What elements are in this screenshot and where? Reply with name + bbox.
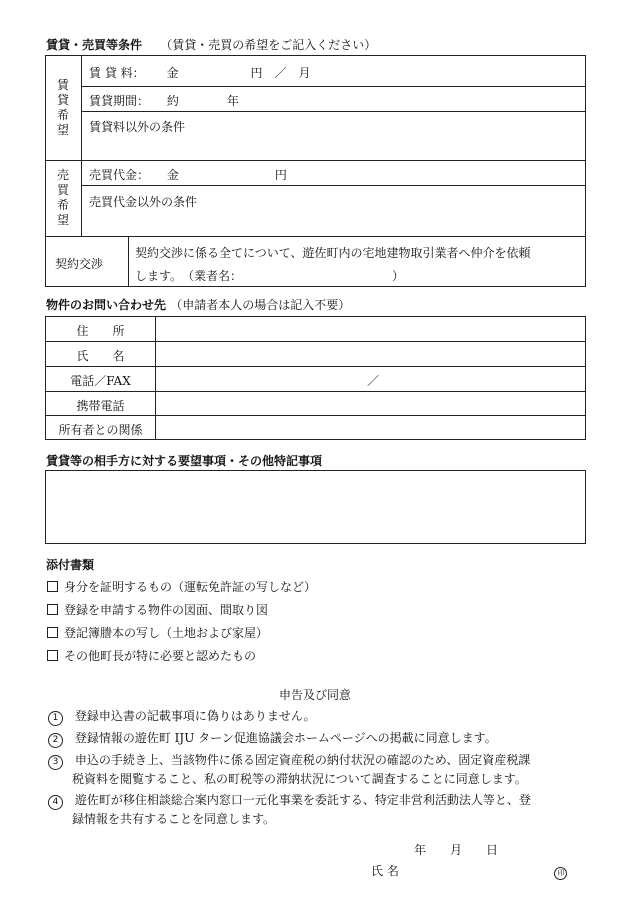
sale-group-label: 売買希望 bbox=[56, 168, 69, 227]
rent-sale-heading bbox=[46, 36, 376, 53]
declaration-item bbox=[48, 751, 530, 770]
contract-text-line1: 契約交渉に係る全てについて、遊佐町内の宅地建物取引業者へ仲介を依頼 bbox=[135, 246, 531, 260]
date-field[interactable]: 年 月 日 bbox=[414, 843, 499, 857]
rent-fee-value[interactable]: 金 円 ／ 月 bbox=[166, 66, 311, 80]
name-label: 氏 名 bbox=[371, 864, 399, 878]
inquiry-relation-input[interactable] bbox=[156, 416, 585, 439]
attachment-label: 登記簿謄本の写し（土地および家屋） bbox=[64, 626, 269, 640]
declaration-text: 遊佐町が移住相談総合案内窓口一元化事業を委託する、特定非営利活動法人等と、登 bbox=[74, 793, 531, 807]
circled-number: 3 bbox=[48, 755, 63, 770]
rent-sale-note: （賃貸・売買の希望をご記入ください） bbox=[160, 38, 377, 52]
inquiry-note: （申請者本人の場合は記入不要） bbox=[170, 298, 351, 312]
inquiry-name-label: 氏 名 bbox=[76, 349, 125, 363]
sale-price-value[interactable]: 金 円 bbox=[166, 168, 287, 182]
inquiry-address-label: 住 所 bbox=[76, 324, 125, 338]
circled-number: 4 bbox=[48, 795, 63, 810]
sale-other-conditions[interactable]: 売買代金以外の条件 bbox=[89, 195, 198, 209]
rent-fee-label: 賃 貸 料： bbox=[89, 66, 145, 80]
declaration-text: 申込の手続き上、当該物件に係る固定資産税の納付状況の確認のため、固定資産税課 bbox=[74, 753, 531, 767]
attachment-checkbox[interactable] bbox=[47, 627, 58, 638]
contract-label: 契約交渉 bbox=[55, 257, 104, 271]
requests-heading: 賃貸等の相手方に対する要望事項・その他特記事項 bbox=[46, 454, 323, 468]
inquiry-heading bbox=[46, 296, 350, 313]
declaration-text-cont: 録情報を共有することを同意します。 bbox=[72, 812, 276, 826]
declaration-text: 登録情報の遊佐町 IJU ターン促進協議会ホームページへの掲載に同意します。 bbox=[74, 731, 497, 745]
inquiry-title: 物件のお問い合わせ先 bbox=[46, 298, 167, 312]
phone-separator: ／ bbox=[367, 374, 380, 388]
attachments-heading: 添付書類 bbox=[46, 558, 95, 572]
contract-text-line2[interactable]: します。 （業者名： ） bbox=[135, 269, 405, 283]
circled-number: 1 bbox=[48, 711, 63, 726]
attachment-checkbox[interactable] bbox=[47, 581, 58, 592]
rent-fee-row bbox=[89, 64, 310, 81]
attachment-item bbox=[47, 624, 268, 641]
inquiry-address-input[interactable] bbox=[156, 317, 585, 341]
rent-period-row bbox=[89, 92, 239, 109]
rent-group-label: 賃貸希望 bbox=[56, 78, 69, 137]
rent-period-label: 賃貸期間： bbox=[89, 94, 150, 108]
attachment-label: 身分を証明するもの（運転免許証の写しなど） bbox=[64, 580, 317, 594]
requests-textarea[interactable] bbox=[45, 470, 586, 544]
attachment-item bbox=[47, 601, 268, 618]
attachment-item bbox=[47, 578, 316, 595]
seal-icon: 印 bbox=[554, 867, 567, 880]
declaration-text: 登録申込書の記載事項に偽りはありません。 bbox=[74, 709, 316, 723]
inquiry-phone-input[interactable] bbox=[156, 367, 585, 391]
attachment-checkbox[interactable] bbox=[47, 650, 58, 661]
declaration-heading: 申告及び同意 bbox=[278, 688, 351, 702]
declaration-text-cont: 税資料を閲覧すること、私の町税等の滞納状況について調査することに同意します。 bbox=[72, 772, 527, 786]
rent-other-conditions[interactable]: 賃貸料以外の条件 bbox=[89, 120, 186, 134]
inquiry-mobile-label: 携帯電話 bbox=[76, 399, 125, 413]
attachment-label: 登録を申請する物件の図面、間取り図 bbox=[64, 603, 269, 617]
signature-row bbox=[371, 862, 567, 880]
inquiry-phone-label: 電話／FAX bbox=[70, 374, 131, 388]
circled-number: 2 bbox=[48, 733, 63, 748]
sale-price-label: 売買代金： bbox=[89, 168, 150, 182]
inquiry-name-input[interactable] bbox=[156, 342, 585, 366]
attachment-label: その他町長が特に必要と認めたもの bbox=[64, 649, 257, 663]
declaration-item bbox=[48, 729, 497, 748]
inquiry-relation-label: 所有者との関係 bbox=[58, 423, 143, 437]
attachment-checkbox[interactable] bbox=[47, 604, 58, 615]
sale-price-row bbox=[89, 166, 287, 183]
declaration-item bbox=[48, 791, 531, 810]
attachment-item bbox=[47, 647, 256, 664]
rent-sale-title: 賃貸・売買等条件 bbox=[46, 38, 143, 52]
inquiry-mobile-input[interactable] bbox=[156, 392, 585, 415]
rent-period-value[interactable]: 約 年 bbox=[166, 94, 239, 108]
declaration-item bbox=[48, 707, 316, 726]
